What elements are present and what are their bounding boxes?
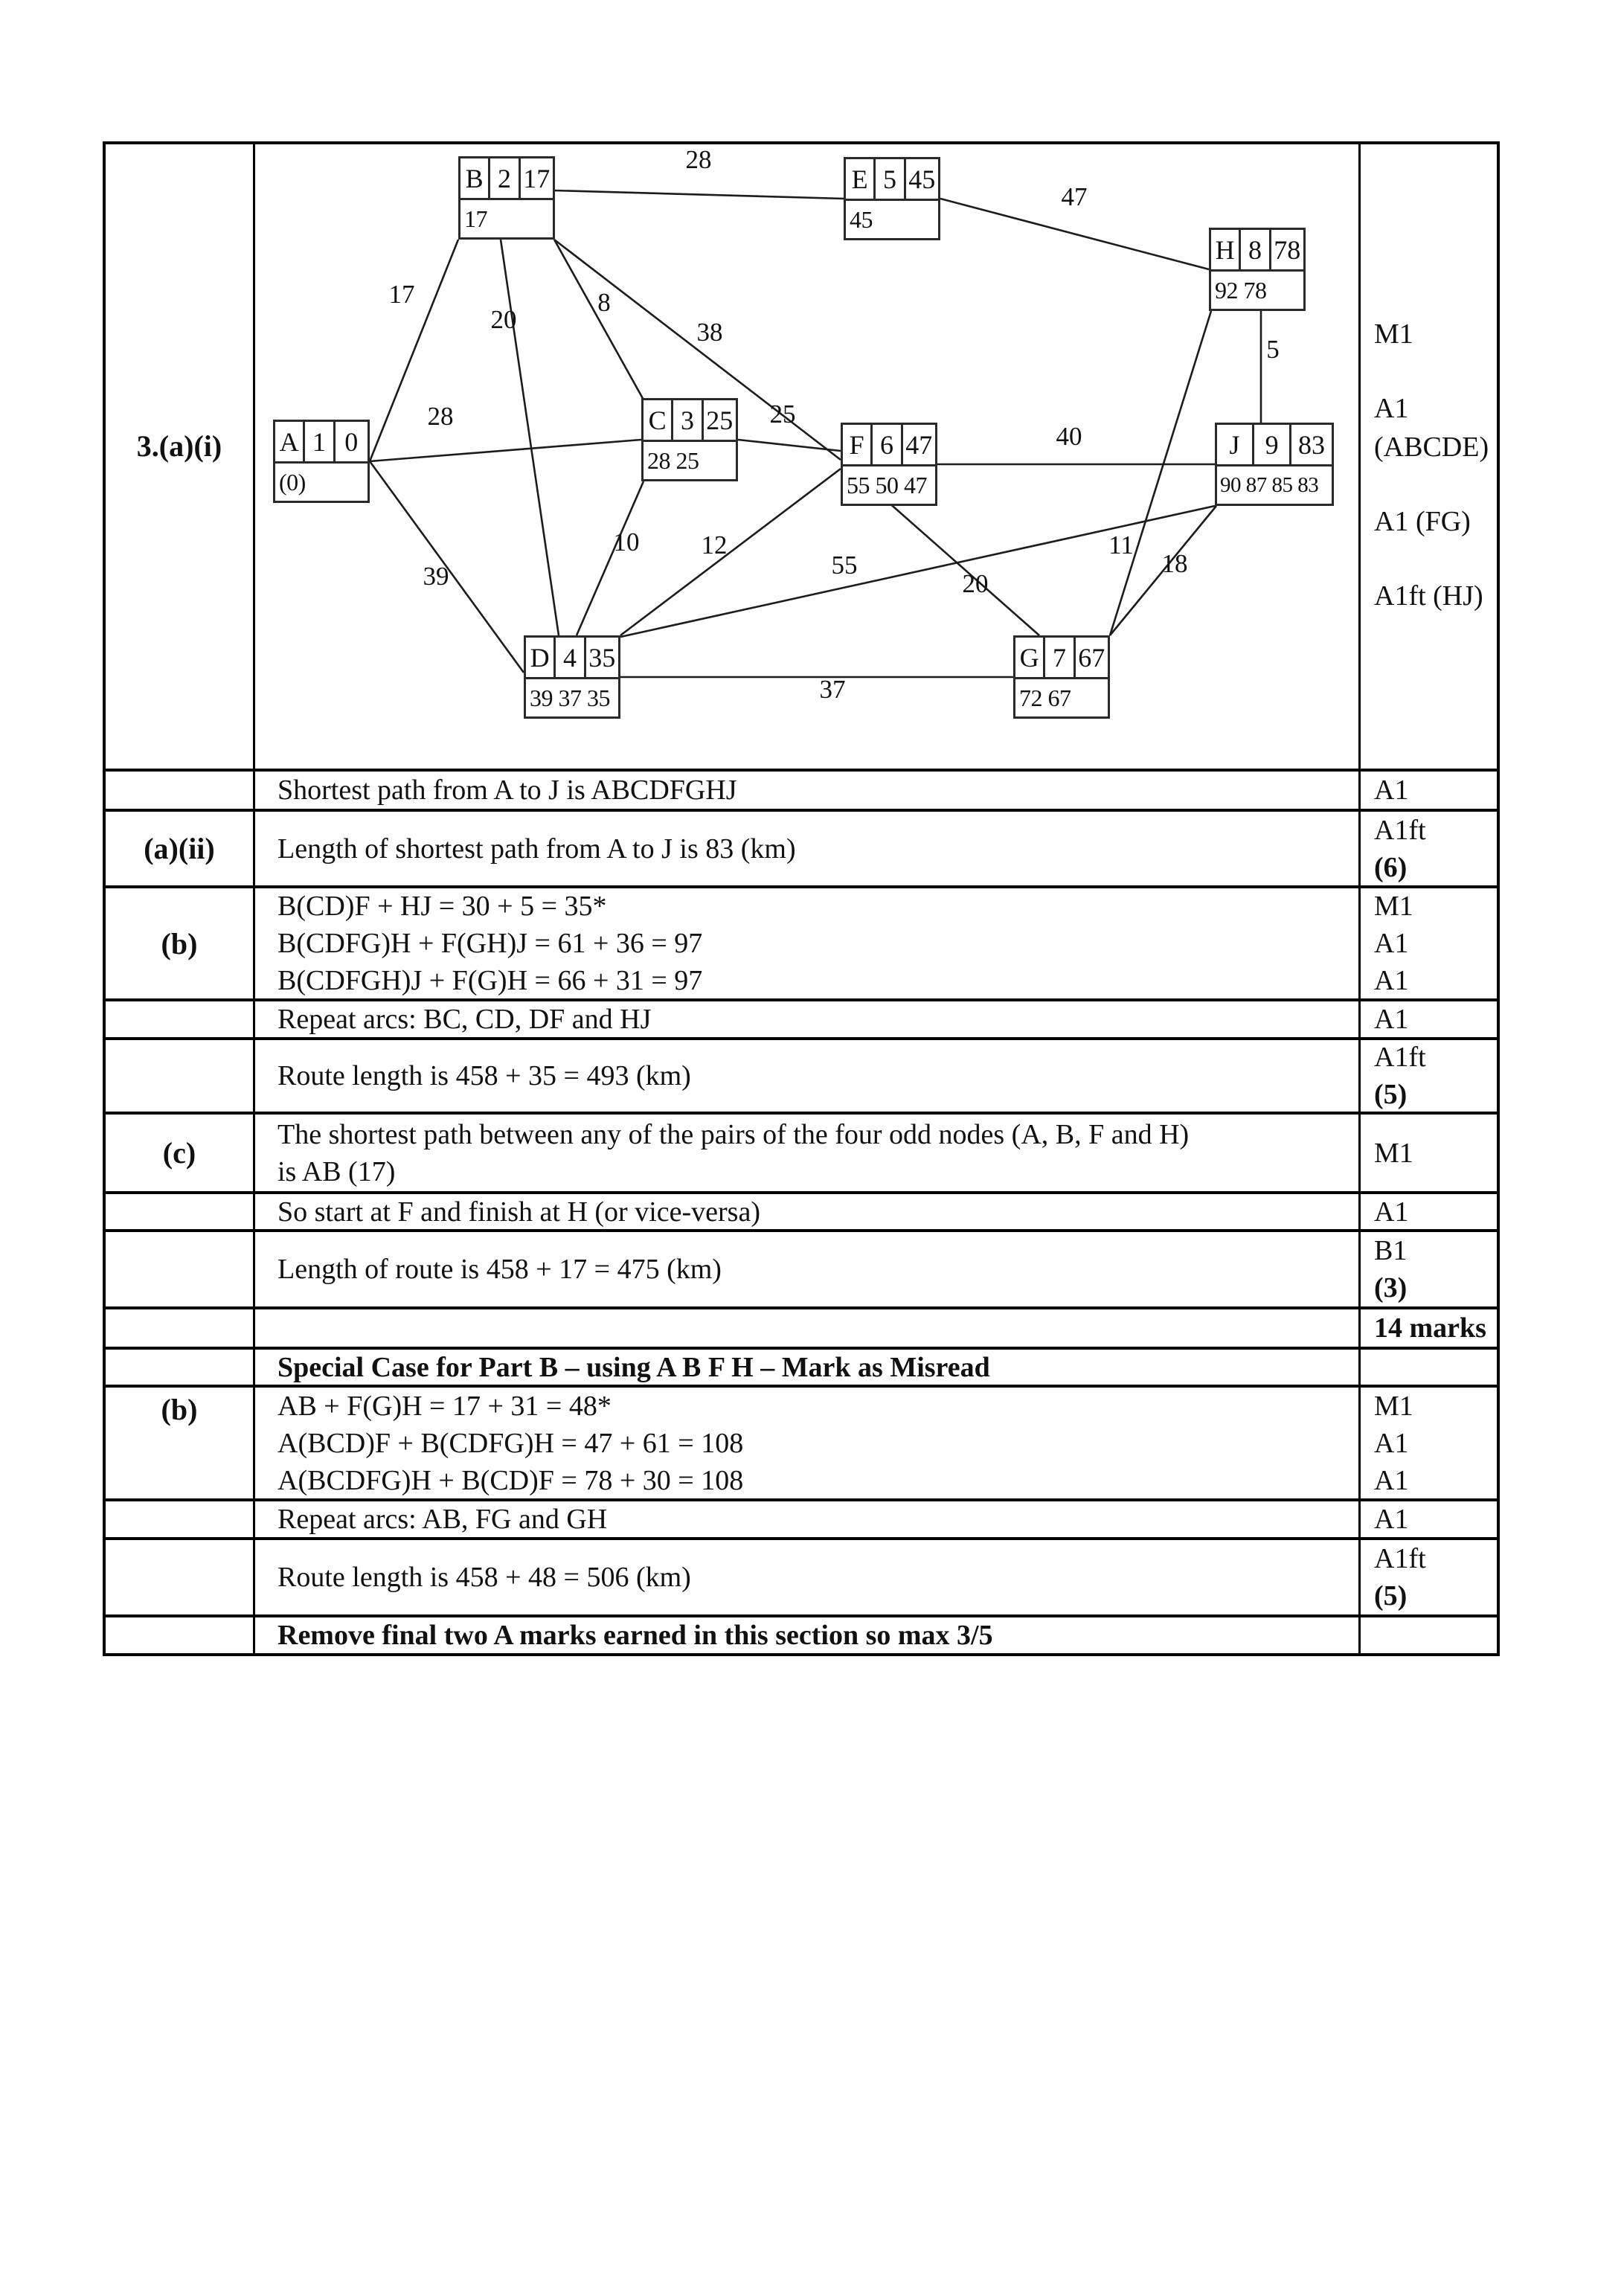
marks-cell	[1358, 1388, 1497, 1498]
node-B-working-row: 17	[460, 198, 553, 237]
marks-cell	[1358, 1617, 1497, 1653]
node-G	[1013, 635, 1110, 719]
table-row	[106, 1614, 1497, 1653]
edge-line-CD	[577, 481, 643, 635]
answer-line: Route length is 458 + 35 = 493 (km)	[277, 1060, 691, 1091]
marks-cell	[1358, 1232, 1497, 1306]
table-row	[106, 1229, 1497, 1306]
node-J	[1215, 423, 1334, 506]
answer-cell	[253, 888, 1358, 998]
node-D-working-row: 39 37 35	[526, 677, 618, 716]
answer-line: Special Case for Part B – using A B F H – Mark as Misread	[277, 1351, 990, 1383]
marks-cell	[1358, 1001, 1497, 1037]
answer-cell	[253, 812, 1358, 885]
node-J-order-cell: 9	[1254, 425, 1291, 464]
edge-weight-label-CD: 10	[613, 527, 640, 557]
answer-line: So start at F and finish at H (or vice-versa)	[277, 1196, 760, 1228]
answer-cell	[253, 1388, 1358, 1498]
part-label-cell	[106, 1040, 253, 1112]
mark-label: A1	[1374, 965, 1409, 996]
edge-weight-label-FJ: 40	[1056, 422, 1082, 451]
answer-line: Length of route is 458 + 17 = 475 (km)	[277, 1254, 722, 1285]
question-number-cell	[106, 144, 253, 769]
node-C-letter-cell: C	[643, 400, 673, 440]
edge-line-BE	[554, 190, 844, 199]
answer-cell	[253, 1540, 1358, 1614]
part-label: (c)	[162, 1136, 196, 1170]
edge-weight-label-EH: 47	[1061, 182, 1088, 211]
edge-weight-label-GH: 11	[1108, 530, 1134, 559]
edge-line-AC	[370, 440, 641, 461]
answer-line: AB + F(G)H = 17 + 31 = 48*	[277, 1390, 612, 1422]
edge-line-BD	[501, 240, 559, 635]
part-label: (b)	[161, 926, 198, 961]
edge-weight-label-BD: 20	[490, 305, 517, 334]
part-label-cell	[106, 1540, 253, 1614]
edge-line-CF	[738, 440, 841, 451]
table-row	[106, 1191, 1497, 1229]
node-C-order-cell: 3	[673, 400, 703, 440]
answer-line: Length of shortest path from A to J is 83 (km)	[277, 833, 796, 865]
answer-line: Route length is 458 + 48 = 506 (km)	[277, 1562, 691, 1593]
answer-line: Repeat arcs: BC, CD, DF and HJ	[277, 1004, 652, 1035]
node-H-letter-cell: H	[1211, 230, 1241, 269]
table-row	[106, 809, 1497, 885]
edge-weight-label-AC: 28	[427, 402, 454, 431]
mark-label: M1	[1374, 318, 1413, 350]
node-H-order-cell: 8	[1241, 230, 1271, 269]
node-E	[844, 157, 940, 240]
mark-label: M1	[1374, 891, 1413, 922]
part-label-cell	[106, 1115, 253, 1191]
node-B-order-cell: 2	[490, 158, 520, 198]
edge-weight-label-BC: 8	[597, 288, 611, 317]
edge-weight-label-CF: 25	[769, 400, 796, 429]
answer-cell	[253, 1501, 1358, 1537]
node-B-value-cell: 17	[523, 163, 551, 193]
answer-line: B(CD)F + HJ = 30 + 5 = 35*	[277, 891, 607, 922]
answer-cell	[253, 1309, 1358, 1347]
mark-label: A1	[1374, 1427, 1409, 1459]
mark-label: A1	[1374, 1464, 1409, 1496]
part-label: (b)	[161, 1393, 198, 1426]
mark-label: (5)	[1374, 1079, 1408, 1110]
node-E-order-cell: 5	[876, 159, 905, 199]
answer-cell	[253, 772, 1358, 809]
answer-line: is AB (17)	[277, 1155, 396, 1187]
edge-line-FG	[888, 501, 1039, 635]
answer-line: The shortest path between any of the pairs of the four odd nodes (A, B, F and H)	[277, 1118, 1190, 1150]
mark-label: M1	[1374, 1390, 1413, 1422]
mark-label: A1 (FG)	[1374, 506, 1471, 537]
diagram-marks-cell	[1358, 144, 1497, 769]
part-label-cell	[106, 888, 253, 998]
node-C-value-cell: 25	[706, 405, 734, 435]
marks-cell	[1358, 1309, 1497, 1347]
edge-weight-label-GJ: 18	[1161, 549, 1188, 578]
mark-label: (5)	[1374, 1580, 1408, 1612]
edge-line-BC	[554, 240, 644, 401]
part-label-cell	[106, 1617, 253, 1653]
node-G-working-row: 72 67	[1015, 677, 1108, 716]
node-H-working-row: 92 78	[1211, 269, 1303, 309]
edge-weight-label-DG: 37	[819, 675, 846, 704]
mark-label: M1	[1374, 1137, 1413, 1169]
answer-cell	[253, 1194, 1358, 1229]
answer-cell	[253, 1115, 1358, 1191]
mark-label: A1ft	[1374, 1543, 1426, 1574]
marks-cell	[1358, 1115, 1497, 1191]
part-label-cell	[106, 1501, 253, 1537]
node-A	[273, 420, 370, 503]
marks-cell	[1358, 812, 1497, 885]
part-label-cell	[106, 1001, 253, 1037]
answer-cell	[253, 1617, 1358, 1653]
answer-line: A(BCD)F + B(CDFG)H = 47 + 61 = 108	[277, 1427, 744, 1459]
answer-line: Shortest path from A to J is ABCDFGHJ	[277, 775, 737, 806]
node-H-value-cell: 78	[1274, 234, 1301, 265]
answer-line: Remove final two A marks earned in this section so max 3/5	[277, 1620, 993, 1651]
table-row	[106, 1537, 1497, 1614]
part-label-cell	[106, 1350, 253, 1385]
mark-label: A1	[1374, 928, 1409, 959]
edge-weight-label-AD: 39	[423, 562, 449, 591]
table-row	[106, 1347, 1497, 1385]
marks-cell	[1358, 888, 1497, 998]
node-D-value-cell: 35	[588, 642, 616, 673]
table-row	[106, 1385, 1497, 1498]
node-A-value-cell: 0	[344, 426, 359, 457]
node-F-working-row: 55 50 47	[843, 464, 935, 504]
mark-label: (3)	[1374, 1272, 1408, 1303]
node-G-letter-cell: G	[1015, 638, 1045, 677]
mark-label: B1	[1374, 1235, 1408, 1266]
edge-weight-label-BF: 38	[696, 318, 723, 347]
mark-label: A1ft	[1374, 814, 1426, 846]
node-F-value-cell: 47	[905, 429, 933, 460]
mark-label: 14 marks	[1374, 1312, 1486, 1344]
part-label-cell	[106, 1232, 253, 1306]
node-E-working-row: 45	[846, 199, 938, 238]
part-label: (a)(ii)	[144, 832, 215, 865]
part-label-cell	[106, 1388, 253, 1498]
part-label-cell	[106, 772, 253, 809]
answer-line: A(BCDFG)H + B(CD)F = 78 + 30 = 108	[277, 1464, 744, 1496]
edge-weight-label-FG: 20	[962, 569, 989, 598]
node-G-order-cell: 7	[1045, 638, 1075, 677]
mark-label: (ABCDE)	[1374, 432, 1489, 463]
edge-weight-label-AB: 17	[388, 280, 415, 309]
node-E-letter-cell: E	[846, 159, 876, 199]
mark-label: (6)	[1374, 851, 1408, 883]
diagram-row	[106, 144, 1497, 769]
node-F-letter-cell: F	[843, 425, 873, 464]
node-J-working-row: 90 87 85 83	[1217, 464, 1332, 504]
answer-cell	[253, 1001, 1358, 1037]
answer-cell	[253, 1350, 1358, 1385]
answer-cell	[253, 1232, 1358, 1306]
mark-label: A1	[1374, 1004, 1409, 1035]
table-row	[106, 1306, 1497, 1347]
node-J-letter-cell: J	[1217, 425, 1254, 464]
marks-cell	[1358, 1501, 1497, 1537]
part-label-cell	[106, 1194, 253, 1229]
mark-label: A1	[1374, 775, 1409, 806]
marks-cell	[1358, 1540, 1497, 1614]
node-H	[1209, 228, 1306, 311]
answer-line: Repeat arcs: AB, FG and GH	[277, 1504, 608, 1535]
mark-label: A1ft (HJ)	[1374, 580, 1483, 612]
table-row	[106, 1498, 1497, 1537]
node-F	[841, 423, 937, 506]
node-D	[524, 635, 620, 719]
node-A-working-row: (0)	[275, 461, 368, 501]
marks-cell	[1358, 1040, 1497, 1112]
marks-cell	[1358, 1194, 1497, 1229]
marks-cell	[1358, 1350, 1497, 1385]
mark-label: A1ft	[1374, 1042, 1426, 1073]
table-row	[106, 998, 1497, 1037]
mark-label: A1	[1374, 1196, 1409, 1228]
answer-line: B(CDFG)H + F(GH)J = 61 + 36 = 97	[277, 928, 703, 959]
edge-weight-label-HJ: 5	[1266, 335, 1280, 364]
question-label: 3.(a)(i)	[136, 429, 222, 463]
marks-cell	[1358, 772, 1497, 809]
edge-weight-label-BE: 28	[685, 145, 712, 174]
part-label-cell	[106, 812, 253, 885]
node-E-value-cell: 45	[908, 164, 936, 194]
edge-line-GH	[1110, 311, 1211, 635]
edge-line-DF	[620, 469, 841, 635]
table-row	[106, 769, 1497, 809]
node-J-value-cell: 83	[1298, 429, 1326, 460]
mark-label: A1	[1374, 393, 1409, 424]
node-B-letter-cell: B	[460, 158, 490, 198]
part-label-cell	[106, 1309, 253, 1347]
table-row	[106, 1037, 1497, 1112]
node-G-value-cell: 67	[1078, 642, 1105, 673]
node-C-working-row: 28 25	[643, 440, 736, 479]
answer-line: B(CDFGH)J + F(G)H = 66 + 31 = 97	[277, 965, 703, 996]
node-A-order-cell: 1	[305, 422, 335, 461]
answer-cell	[253, 1040, 1358, 1112]
table-row	[106, 1112, 1497, 1191]
node-B	[458, 156, 555, 240]
mark-scheme-table	[103, 141, 1500, 1656]
mark-label: A1	[1374, 1504, 1409, 1535]
network-diagram	[253, 144, 1358, 769]
node-A-letter-cell: A	[275, 422, 305, 461]
node-C	[641, 398, 738, 481]
table-row	[106, 885, 1497, 998]
node-D-order-cell: 4	[556, 638, 585, 677]
edge-weight-label-DJ: 55	[831, 551, 858, 580]
node-D-letter-cell: D	[526, 638, 556, 677]
edge-weight-label-DF: 12	[701, 530, 728, 559]
graph-edges-svg	[255, 144, 1367, 769]
node-F-order-cell: 6	[873, 425, 902, 464]
